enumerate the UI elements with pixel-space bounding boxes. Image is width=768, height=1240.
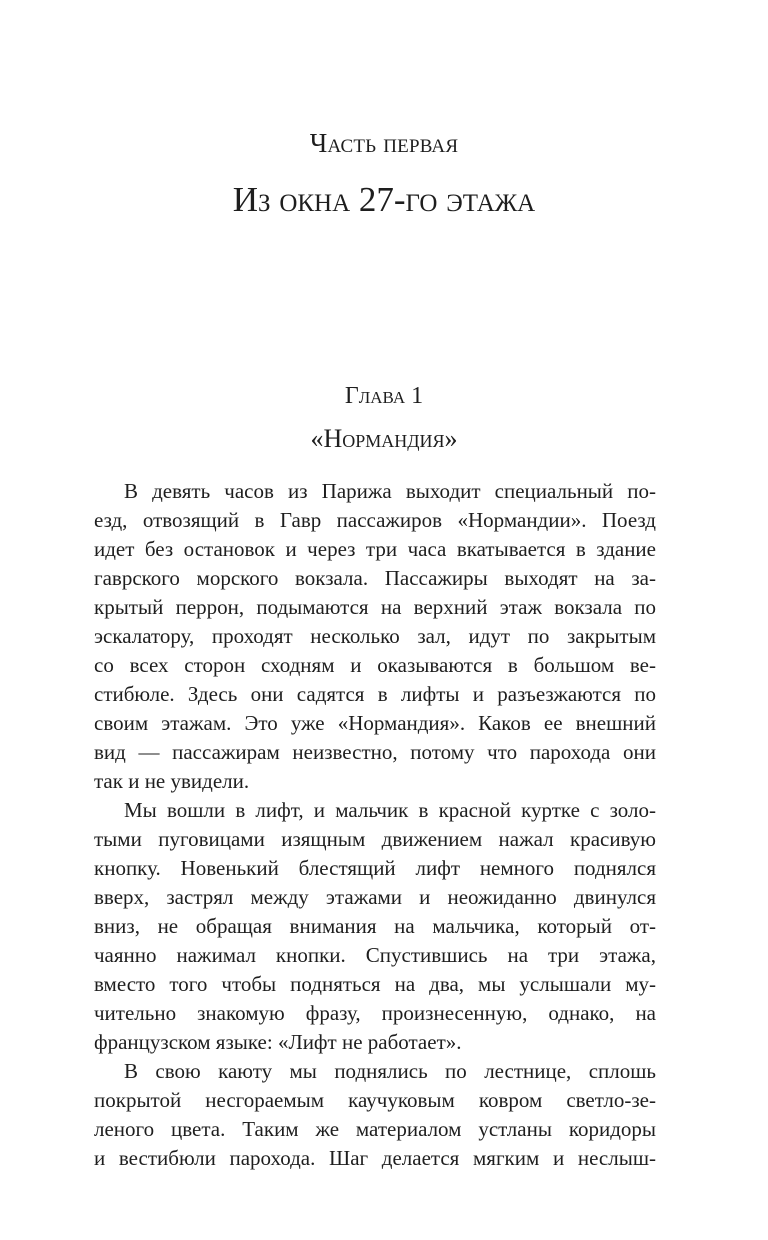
chapter-subtitle: «Нормандия» bbox=[310, 424, 458, 453]
text-line: чительно знакомую фразу, произнесенную, однако, на bbox=[94, 1001, 656, 1025]
text-line: покрытой несгораемым каучуковым ковром светло-зе- bbox=[94, 1088, 656, 1112]
text-line: вверх, застрял между этажами и неожиданно двинулся bbox=[94, 885, 656, 909]
text-line: вид — пассажирам неизвестно, потому что парохода они bbox=[94, 740, 656, 764]
text-line: французском языке: «Лифт не работает». bbox=[94, 1030, 462, 1054]
text-line: вниз, не обращая внимания на мальчика, который от- bbox=[94, 914, 656, 938]
text-line: гаврского морского вокзала. Пассажиры выходят на за- bbox=[94, 566, 656, 590]
text-line: В свою каюту мы поднялись по лестнице, сплошь bbox=[124, 1059, 656, 1083]
text-line: идет без остановок и через три часа вкатывается в здание bbox=[94, 537, 656, 561]
text-line: В девять часов из Парижа выходит специальный по- bbox=[124, 479, 656, 503]
body-text bbox=[94, 477, 656, 1173]
text-line: тыми пуговицами изящным движением нажал красивую bbox=[94, 827, 656, 851]
text-line: стибюле. Здесь они садятся в лифты и разъезжаются по bbox=[94, 682, 656, 706]
chapter-title: Глава 1 bbox=[344, 383, 424, 409]
text-line: и вестибюли парохода. Шаг делается мягким и неслыш- bbox=[94, 1146, 656, 1170]
text-line: леного цвета. Таким же материалом устланы коридоры bbox=[94, 1117, 656, 1141]
part-subtitle: Из окна 27-го этажа bbox=[232, 180, 536, 219]
text-line: со всех сторон сходням и оказываются в большом ве- bbox=[94, 653, 656, 677]
text-line: чаянно нажимал кнопки. Спустившись на три этажа, bbox=[94, 943, 656, 967]
text-line: эскалатору, проходят несколько зал, идут по закрытым bbox=[94, 624, 656, 648]
text-line: Мы вошли в лифт, и мальчик в красной куртке с золо- bbox=[124, 798, 656, 822]
text-line: крытый перрон, подымаются на верхний этаж вокзала по bbox=[94, 595, 656, 619]
text-line: так и не увидели. bbox=[94, 769, 250, 793]
text-line: езд, отвозящий в Гавр пассажиров «Нормандии». Поезд bbox=[94, 508, 656, 532]
text-line: вместо того чтобы подняться на два, мы услышали му- bbox=[94, 972, 656, 996]
part-title: Часть первая bbox=[309, 128, 459, 158]
text-line: своим этажам. Это уже «Нормандия». Каков ее внешний bbox=[94, 711, 656, 735]
text-line: кнопку. Новенький блестящий лифт немного поднялся bbox=[94, 856, 656, 880]
